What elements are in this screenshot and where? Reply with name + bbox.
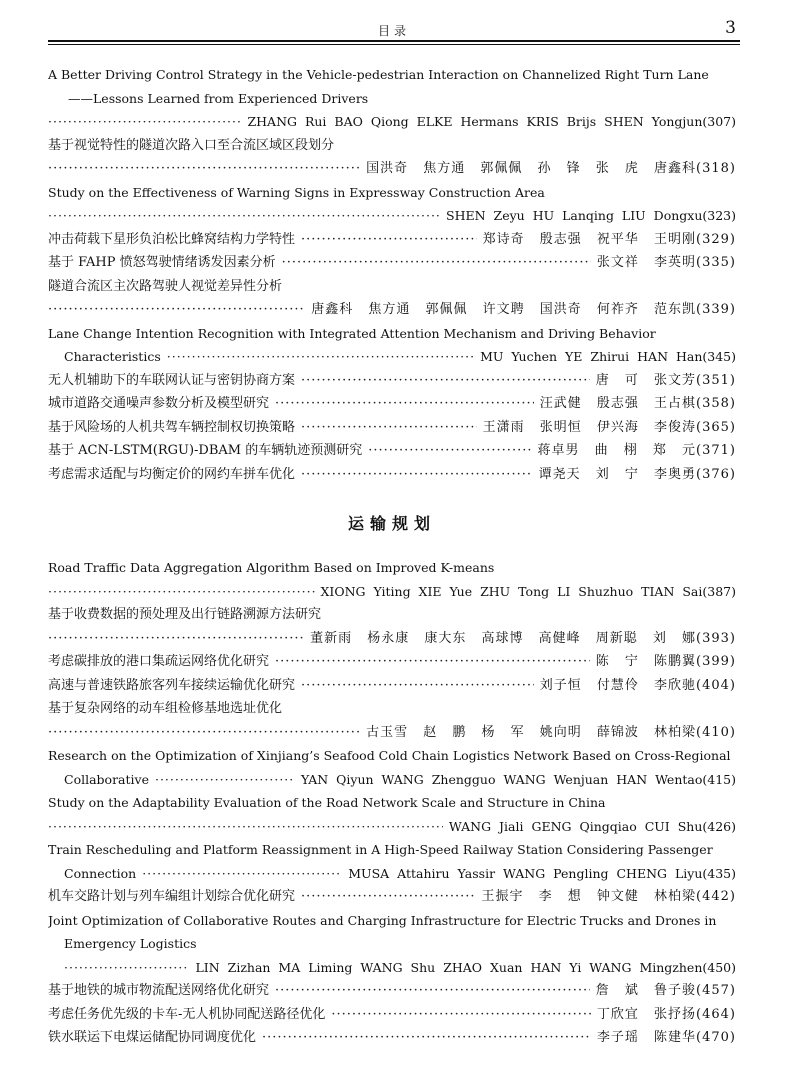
toc-entry-authors: 陈 宁 陈鹏翼(399)	[595, 654, 736, 669]
toc-entry-title: Road Traffic Data Aggregation Algorithm Based on Improved K-means	[48, 560, 495, 575]
running-title: 目录	[377, 24, 410, 38]
toc-entry-authors: WANG Jiali GENG Qingqiao CUI Shu(426)	[448, 818, 736, 834]
toc-entry	[48, 979, 736, 1003]
toc-entry-title: 基于视觉特性的隧道次路入口至合流区域区段划分	[48, 137, 335, 153]
toc-entry	[48, 674, 736, 698]
toc-entry-title: A Better Driving Control Strategy in the Vehicle-pedestrian Interaction on Channelized Right Turn Lane	[48, 67, 709, 82]
toc-entry-title: 隧道合流区主次路驾驶人视觉差异性分析	[48, 278, 283, 294]
leader-dots	[142, 862, 342, 886]
toc-entry-authors-line	[48, 110, 736, 134]
leader-dots	[275, 392, 534, 416]
toc-entry-title: 基于地铁的城市物流配送网络优化研究	[48, 983, 270, 998]
toc-entry-title: 无人机辅助下的车联网认证与密钥协商方案	[48, 372, 296, 388]
leader-dots	[275, 650, 590, 674]
toc-entry-title: Research on the Optimization of Xinjiang’s Seafood Cold Chain Logistics Network Based on Cross-Regional	[48, 748, 731, 763]
toc-entry-authors: 谭尧天 刘 宁 李奥勇(376)	[538, 466, 736, 482]
leader-dots	[275, 979, 590, 1003]
toc-entry	[48, 439, 736, 463]
toc-entry	[48, 1026, 736, 1050]
toc-entry-authors-line	[48, 721, 736, 745]
toc-entry-authors: 王振宇 李 想 钟文健 林柏梁(442)	[481, 889, 736, 904]
toc-entry	[48, 768, 736, 792]
toc-entry	[48, 228, 736, 252]
toc-entry-title: 基于风险场的人机共驾车辆控制权切换策略	[48, 419, 296, 435]
leader-dots	[48, 204, 440, 228]
leader-dots	[48, 580, 315, 604]
leader-dots	[64, 956, 189, 980]
toc-entry	[48, 392, 736, 416]
leader-dots	[167, 345, 474, 369]
leader-dots	[48, 298, 305, 322]
toc-entry-authors: 郑诗奇 殷志强 祝平华 王明刚(329)	[482, 231, 736, 247]
toc-entry-title: Lane Change Intention Recognition with Integrated Attention Mechanism and Driving Behavior	[48, 325, 656, 341]
leader-dots	[48, 815, 443, 839]
toc-entry-authors: 古玉雪 赵 鹏 杨 军 姚向明 薛锦波 林柏梁(410)	[366, 724, 736, 740]
toc-entry-authors: XIONG Yiting XIE Yue ZHU Tong LI Shuzhuo TIAN Sai(387)	[320, 583, 736, 599]
toc-entry-title: 考虑需求适配与均衡定价的网约车拼车优化	[48, 466, 296, 482]
toc-entry-authors-line	[48, 580, 736, 604]
toc-entry-authors-line	[48, 157, 736, 181]
toc-entry-title-cont: Emergency Logistics	[64, 936, 197, 951]
toc-entry-authors-line	[48, 815, 736, 839]
toc-entry-title-cont: Characteristics	[64, 349, 161, 364]
toc-entry	[48, 650, 736, 674]
toc-entry-authors: 蒋卓男 曲 栩 郑 元(371)	[537, 443, 736, 458]
leader-dots	[301, 416, 477, 440]
toc-entry-title: 基于 ACN-LSTM(RGU)-DBAM 的车辆轨迹预测研究	[48, 443, 363, 458]
leader-dots	[301, 463, 533, 487]
toc-entry-authors-line	[48, 298, 736, 322]
toc-entry	[48, 345, 736, 369]
toc-entry-title: 考虑任务优先级的卡车-无人机协同配送路径优化	[48, 1006, 326, 1022]
toc-entry-authors-line	[48, 627, 736, 651]
leader-dots	[48, 110, 241, 134]
toc-entry	[48, 251, 736, 275]
toc-entry-authors: 李子瑶 陈建华(470)	[596, 1030, 736, 1045]
toc-entry-title: 基于 FAHP 愤怒驾驶情绪诱发因素分析	[48, 255, 276, 270]
toc-entry	[48, 862, 736, 886]
leader-dots	[48, 157, 360, 181]
page-number: 3	[725, 18, 736, 38]
toc-entry	[48, 463, 736, 487]
leader-dots	[301, 885, 475, 909]
toc-entry-authors: 张文祥 李英明(335)	[596, 255, 736, 270]
toc-entry-authors: 刘子恒 付慧伶 李欣驰(404)	[539, 677, 736, 693]
leader-dots	[155, 768, 295, 792]
page-header	[48, 16, 740, 38]
toc-entry-authors: 董新雨 杨永康 康大东 高球博 高健峰 周新聪 刘 娜(393)	[310, 630, 736, 646]
toc-entry-title-cont: Connection	[64, 865, 137, 881]
toc-entry-title: 冲击荷载下星形负泊松比蜂窝结构力学特性	[48, 231, 296, 247]
leader-dots	[368, 439, 531, 463]
toc-entry-authors: SHEN Zeyu HU Lanqing LIU Dongxu(323)	[446, 208, 736, 223]
toc-entry-authors: 詹 斌 鲁子骏(457)	[595, 983, 736, 998]
toc-entry-title: 城市道路交通噪声参数分析及模型研究	[48, 396, 270, 411]
toc-entry-authors: ZHANG Rui BAO Qiong ELKE Hermans KRIS Brijs SHEN Yongjun(307)	[247, 114, 736, 129]
toc-entry-authors: LIN Zizhan MA Liming WANG Shu ZHAO Xuan HAN Yi WANG Mingzhen(450)	[195, 959, 736, 975]
header-rule-thick	[48, 40, 740, 42]
toc-entry-title: 高速与普速铁路旅客列车接续运输优化研究	[48, 677, 296, 693]
toc-entry-title-cont: Collaborative	[64, 771, 149, 787]
toc-entry-title: Study on the Effectiveness of Warning Signs in Expressway Construction Area	[48, 184, 545, 200]
leader-dots	[301, 674, 534, 698]
toc-entry-authors: 唐 可 张文芳(351)	[595, 372, 736, 388]
toc-entry-title: 铁水联运下电煤运储配协同调度优化	[48, 1030, 257, 1045]
toc-entry-authors: 国洪奇 焦方通 郭佩佩 孙 锋 张 虎 唐鑫科(318)	[366, 161, 736, 176]
leader-dots	[301, 369, 590, 393]
toc-entry-authors: 汪武健 殷志强 王占棋(358)	[539, 396, 736, 411]
toc-entry-title: 考虑碳排放的港口集疏运网络优化研究	[48, 654, 270, 669]
toc-entry-authors: YAN Qiyun WANG Zhengguo WANG Wenjuan HAN Wentao(415)	[300, 771, 736, 787]
toc-entry	[48, 369, 736, 393]
leader-dots	[48, 627, 304, 651]
header-rule-thin	[48, 44, 740, 45]
toc-entry-authors: MU Yuchen YE Zhirui HAN Han(345)	[480, 349, 736, 364]
toc-entry-title: Train Rescheduling and Platform Reassignment in A High-Speed Railway Station Considering Passenger	[48, 842, 713, 857]
toc-entry-authors: MUSA Attahiru Yassir WANG Pengling CHENG Liyu(435)	[348, 865, 736, 881]
toc-content	[48, 63, 736, 1050]
toc-entry-title: Study on the Adaptability Evaluation of the Road Network Scale and Structure in China	[48, 795, 606, 810]
leader-dots	[48, 721, 360, 745]
toc-entry-title: 机车交路计划与列车编组计划综合优化研究	[48, 889, 296, 904]
toc-entry-authors: 唐鑫科 焦方通 郭佩佩 许文聘 国洪奇 何祚齐 范东凯(339)	[311, 302, 736, 317]
leader-dots	[282, 251, 591, 275]
toc-entry-title-cont: ——Lessons Learned from Experienced Drivers	[68, 90, 369, 106]
section-heading: 运输规划	[347, 514, 436, 533]
toc-entry-authors-line	[48, 956, 736, 980]
toc-entry	[48, 1003, 736, 1027]
toc-entry-title: Joint Optimization of Collaborative Routes and Charging Infrastructure for Electric Trucks and Drones in	[48, 912, 717, 928]
leader-dots	[262, 1026, 591, 1050]
toc-entry-title: 基于复杂网络的动车组检修基地选址优化	[48, 701, 283, 716]
toc-entry-title: 基于收费数据的预处理及出行链路溯源方法研究	[48, 607, 322, 622]
toc-entry-authors: 丁欣宜 张抒扬(464)	[596, 1006, 736, 1022]
leader-dots	[301, 228, 477, 252]
toc-entry	[48, 885, 736, 909]
leader-dots	[331, 1003, 591, 1027]
toc-entry-authors: 王潇雨 张明恒 伊兴海 李俊涛(365)	[482, 419, 736, 435]
toc-entry	[48, 416, 736, 440]
toc-entry-authors-line	[48, 204, 736, 228]
